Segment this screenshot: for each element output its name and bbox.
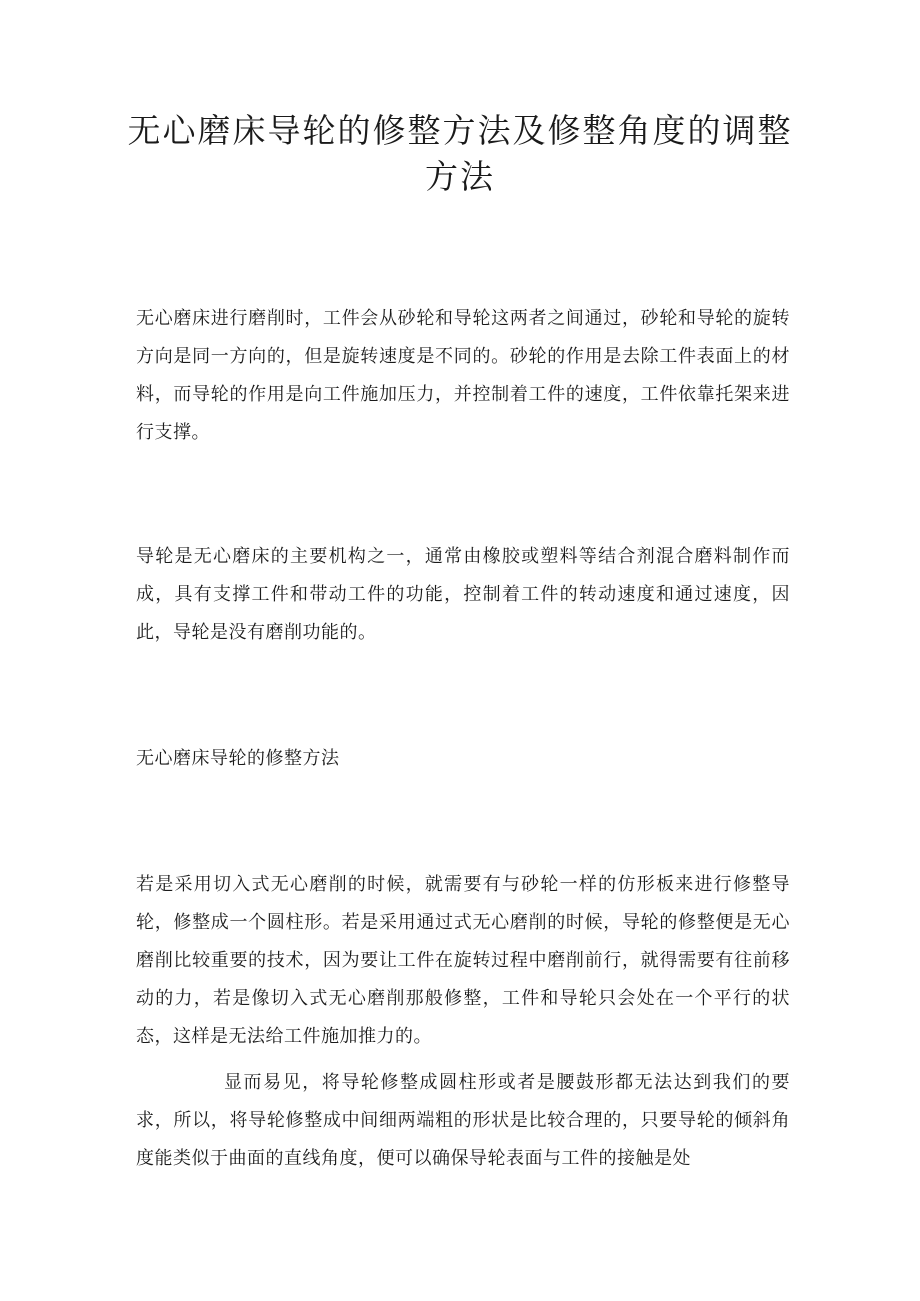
paragraph-dressing-method: 若是采用切入式无心磨削的时候，就需要有与砂轮一样的仿形板来进行修整导轮，修整成一个圆柱形。若是采用通过式无心磨削的时候，导轮的修整便是无心磨削比较重要的技术，因为要让工件在旋转过程中磨削前行，就得需要有往前移动的力，若是像切入式无心磨削那般修整，工件和导轮只会处在一个平行的状态，这样是无法给工件施加推力的。	[136, 874, 790, 1047]
document-title: 无心磨床导轮的修整方法及修整角度的调整方法	[127, 111, 793, 196]
paragraph-shape-requirement: 显而易见，将导轮修整成圆柱形或者是腰鼓形都无法达到我们的要求，所以，将导轮修整成中间细两端粗的形状是比较合理的，只要导轮的倾斜角度能类似于曲面的直线角度，便可以确保导轮表面与工件的接触是处	[136, 1072, 790, 1169]
paragraph-intro: 无心磨床进行磨削时，工件会从砂轮和导轮这两者之间通过，砂轮和导轮的旋转方向是同一方向的，但是旋转速度是不同的。砂轮的作用是去除工件表面上的材料，而导轮的作用是向工件施加压力，并控制着工件的速度，工件依靠托架来进行支撑。	[136, 308, 790, 443]
section-heading-dressing-method: 无心磨床导轮的修整方法	[136, 748, 340, 769]
paragraph-guide-wheel: 导轮是无心磨床的主要机构之一，通常由橡胶或塑料等结合剂混合磨料制作而成，具有支撑工件和带动工件的功能，控制着工件的转动速度和通过速度，因此，导轮是没有磨削功能的。	[136, 546, 790, 643]
